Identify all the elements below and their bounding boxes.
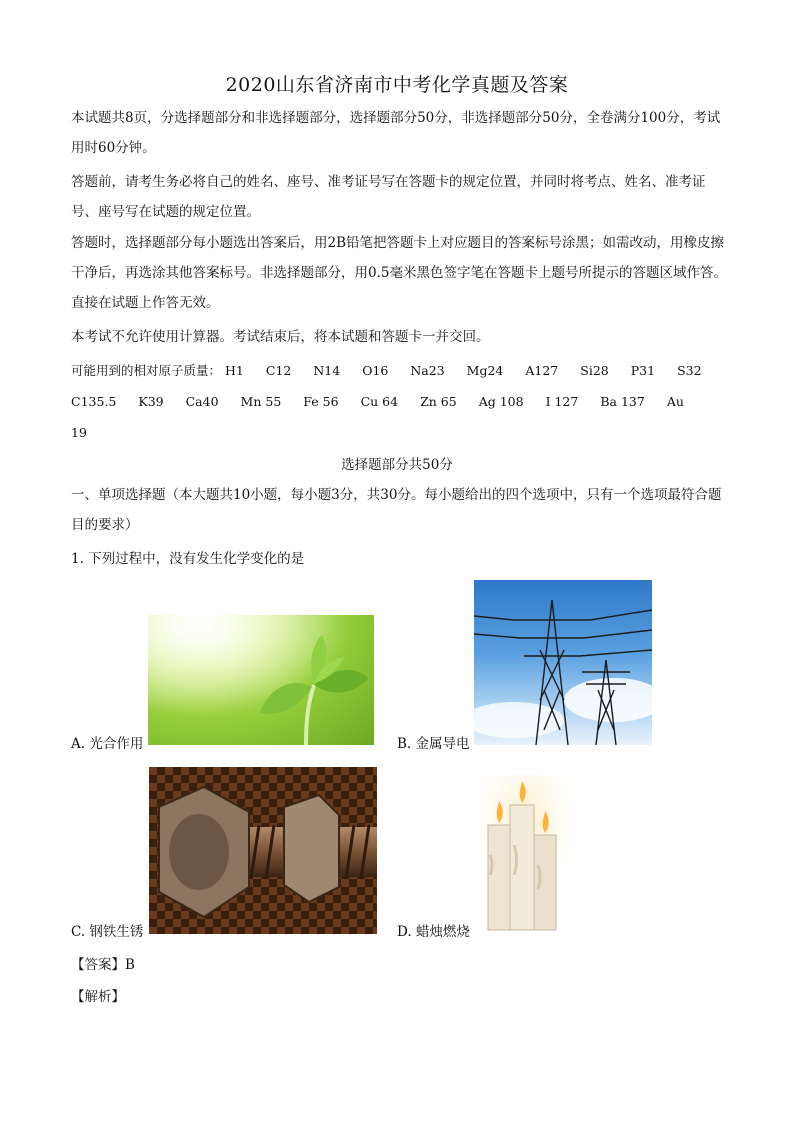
section-title: 选择题部分共50分 bbox=[341, 457, 453, 473]
atom-value: Ba 137 bbox=[600, 394, 645, 409]
atom-value: A127 bbox=[525, 363, 559, 378]
option-b-label: B. 金属导电 bbox=[397, 736, 470, 752]
atom-value: I 127 bbox=[545, 394, 579, 409]
atomic-mass-line-1 bbox=[71, 361, 724, 379]
atom-value: S32 bbox=[677, 363, 702, 378]
atom-value: Fe 56 bbox=[303, 394, 339, 409]
atom-value: C135.5 bbox=[71, 394, 117, 409]
atomic-mass-line-2 bbox=[71, 394, 706, 409]
question-1-stem: 1. 下列过程中，没有发生化学变化的是 bbox=[71, 551, 305, 567]
option-d-label: D. 蜡烛燃烧 bbox=[397, 924, 470, 940]
power-towers-image bbox=[474, 580, 652, 745]
part1-heading: 一、单项选择题（本大题共10小题，每小题3分，共30分。每小题给出的四个选项中，只有一个选项最符合题目的要求） bbox=[71, 487, 722, 533]
answer-text: 【答案】B bbox=[71, 957, 135, 973]
atom-value: N14 bbox=[313, 363, 341, 378]
atom-value: Au bbox=[666, 394, 684, 409]
atom-value: Mn 55 bbox=[240, 394, 282, 409]
atom-value: Si28 bbox=[580, 363, 609, 378]
intro-paragraph-3: 答题时，选择题部分每小题选出答案后，用2B铅笔把答题卡上对应题目的答案标号涂黑；如需改动，用橡皮擦干净后，再选涂其他答案标号。非选择题部分，用0.5毫米黑色签字笔在答题卡上题号所提示的答题区域作答。直接在试题上作答无效。 bbox=[71, 235, 727, 311]
atom-value: Cu 64 bbox=[360, 394, 399, 409]
rusty-bolt-image bbox=[149, 767, 377, 934]
page-title: 2020山东省济南市中考化学真题及答案 bbox=[225, 74, 569, 96]
atomic-mass-line-3: 19 bbox=[71, 425, 87, 440]
intro-paragraph-2: 答题前，请考生务必将自己的姓名、座号、准考证号写在答题卡的规定位置，并同时将考点、姓名、准考证号、座号写在试题的规定位置。 bbox=[71, 174, 706, 220]
analysis-label: 【解析】 bbox=[71, 989, 125, 1005]
option-a-label: A. 光合作用 bbox=[71, 736, 144, 752]
atom-value: Mg24 bbox=[466, 363, 504, 378]
atom-value: H1 bbox=[225, 363, 244, 378]
atomic-mass-label: 可能用到的相对原子质量： bbox=[71, 363, 222, 378]
atom-value: P31 bbox=[630, 363, 656, 378]
atom-value: Na23 bbox=[410, 363, 445, 378]
intro-paragraph-4: 本考试不允许使用计算器。考试结束后，将本试题和答题卡一并交回。 bbox=[71, 329, 490, 345]
atom-value: Zn 65 bbox=[420, 394, 457, 409]
intro-paragraph-1: 本试题共8页，分选择题部分和非选择题部分，选择题部分50分，非选择题部分50分，全卷满分100分，考试用时60分钟。 bbox=[71, 110, 721, 156]
atom-value: K39 bbox=[138, 394, 164, 409]
option-c-label: C. 钢铁生锈 bbox=[71, 924, 144, 940]
atom-value: C12 bbox=[265, 363, 292, 378]
atom-value: Ca40 bbox=[185, 394, 219, 409]
atom-value: Ag 108 bbox=[478, 394, 524, 409]
photosynthesis-plant-image bbox=[148, 615, 374, 745]
atom-value: O16 bbox=[362, 363, 389, 378]
burning-candles-image bbox=[474, 775, 576, 935]
